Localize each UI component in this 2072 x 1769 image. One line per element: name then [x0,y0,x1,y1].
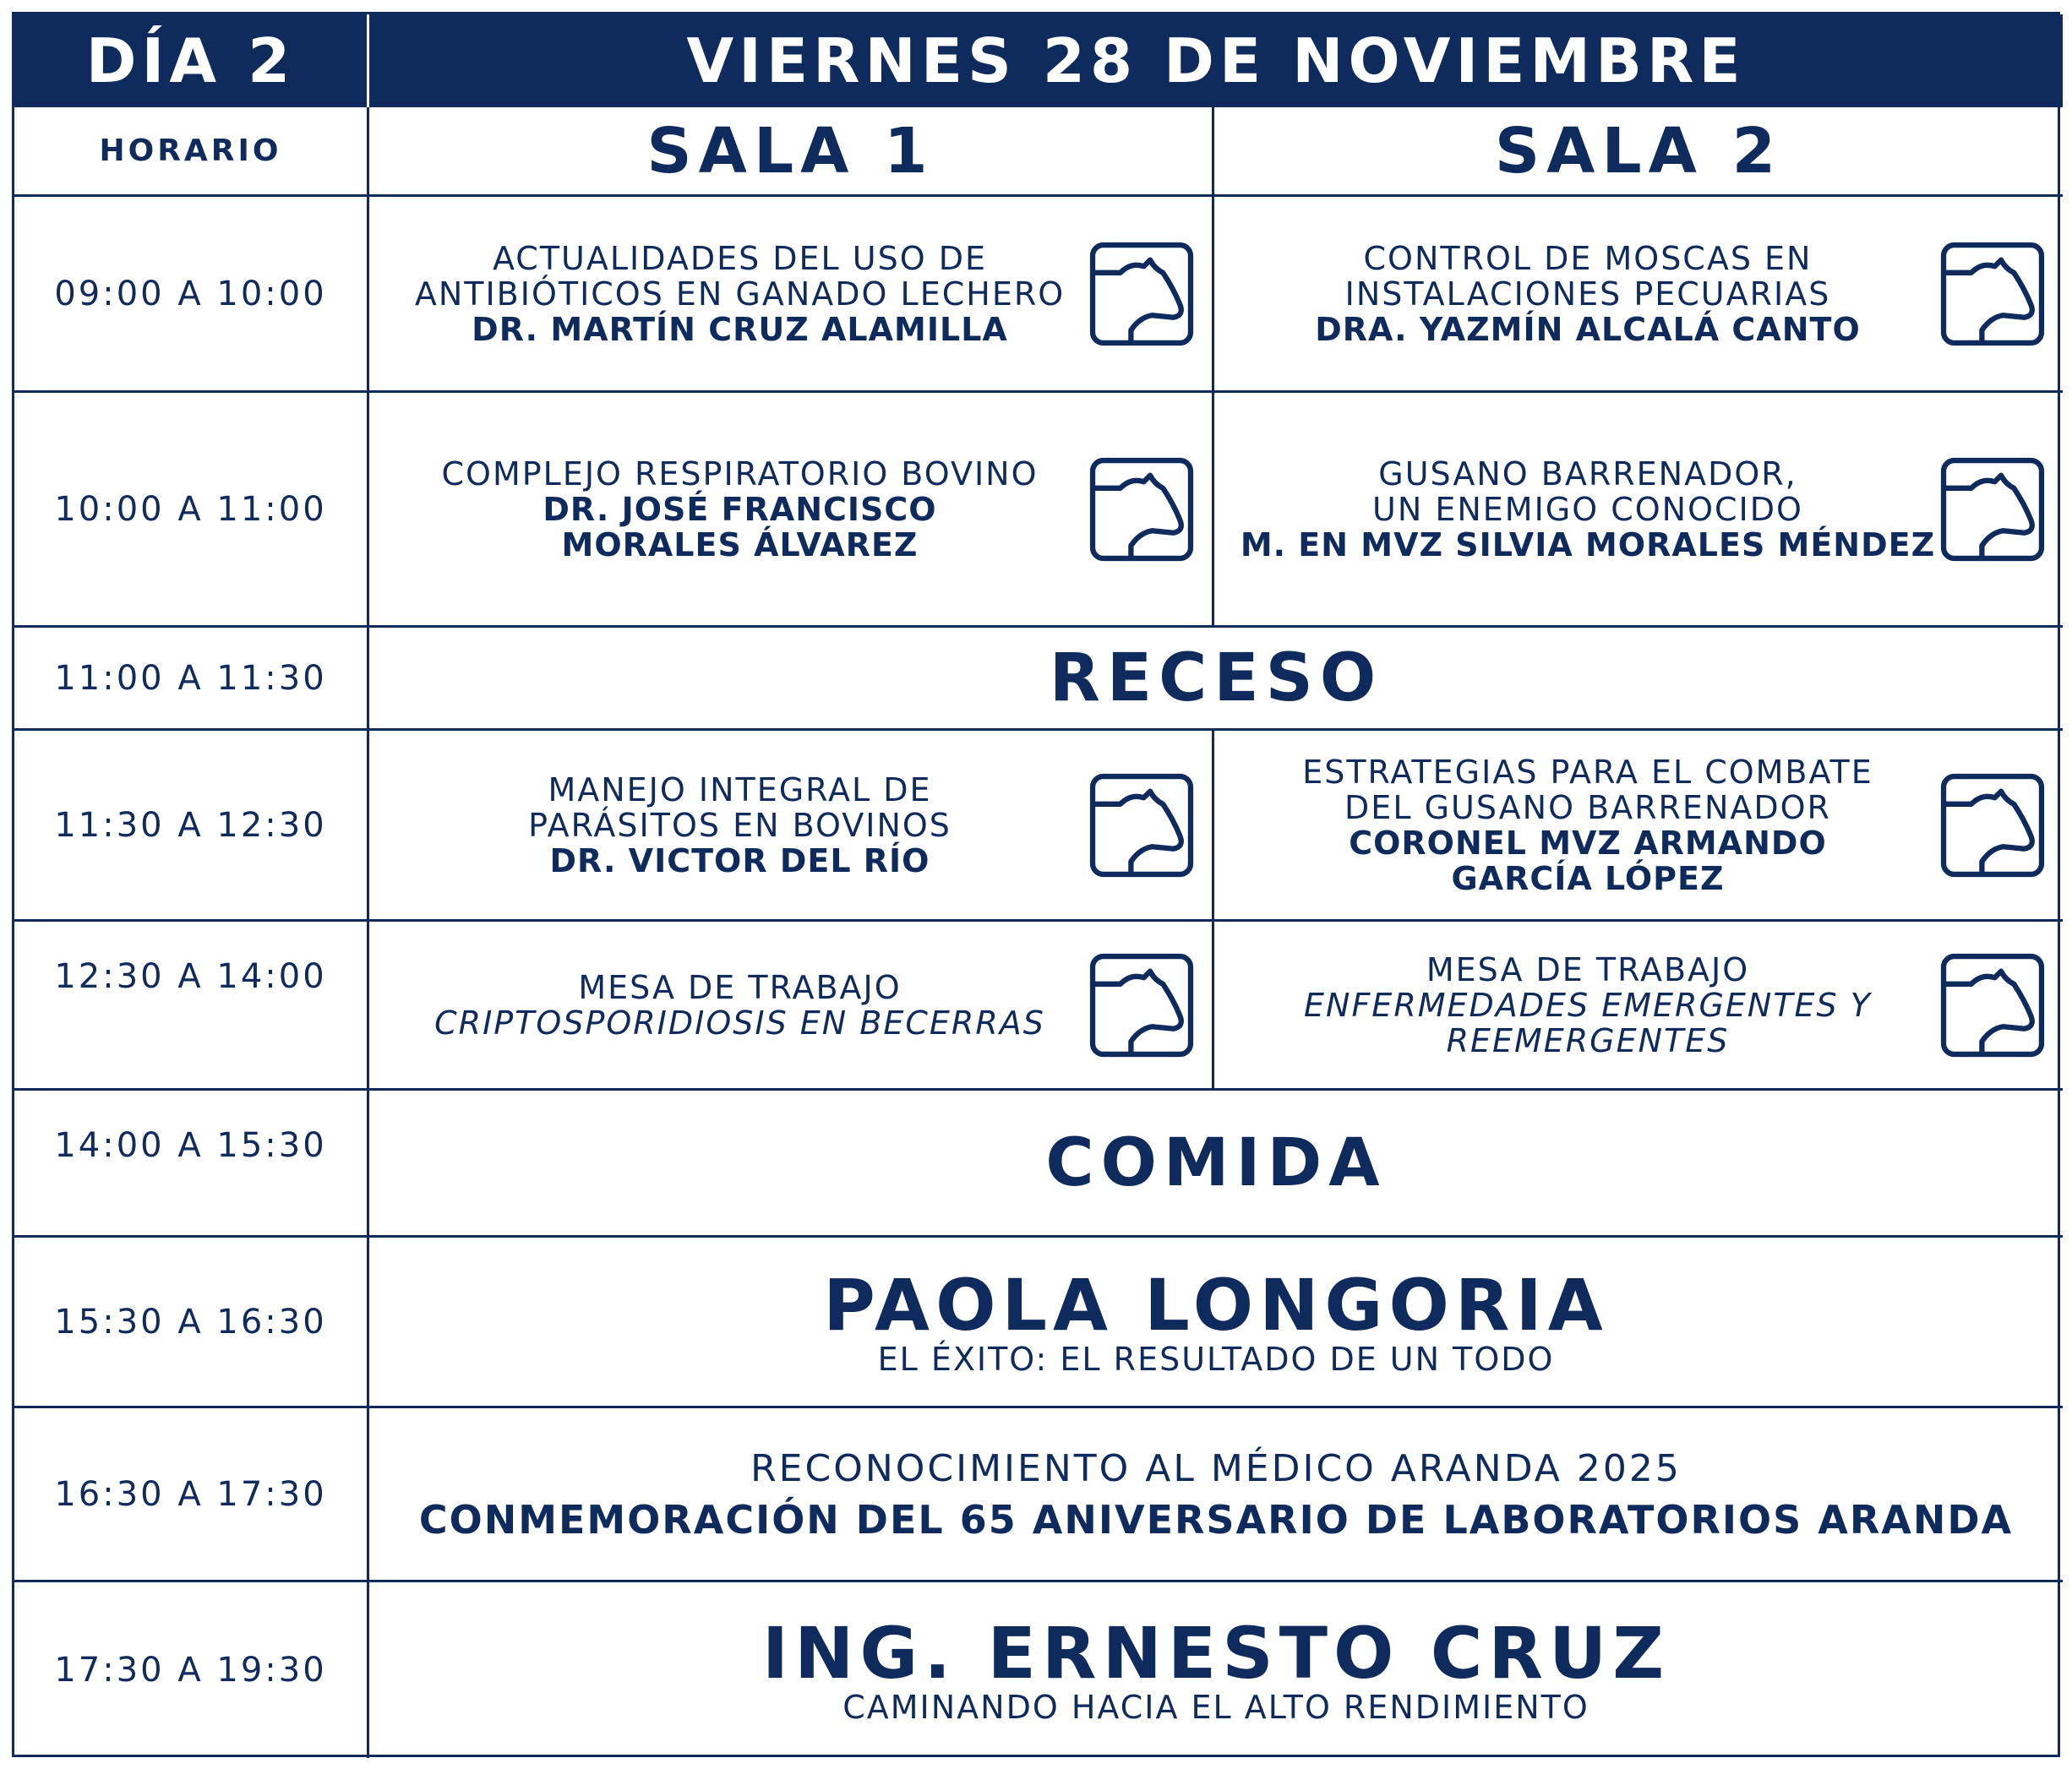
time-slot: 09:00 A 10:00 [14,197,369,393]
time-slot: 16:30 A 17:30 [14,1408,369,1582]
cow-head-icon [1088,772,1195,879]
session-title: ACTUALIDADES DEL USO DE [492,239,988,277]
schedule-table [12,12,2060,1757]
session-sala1 [369,393,1214,628]
recognition-title: RECONOCIMIENTO AL MÉDICO ARANDA 2025 [750,1446,1682,1490]
talk-subtitle: CAMINANDO HACIA EL ALTO RENDIMIENTO [842,1689,1589,1726]
session-speaker: MORALES ÁLVAREZ [561,525,919,563]
anniversary-title: CONMEMORACIÓN DEL 65 ANIVERSARIO DE LABORATORIOS ARANDA [418,1496,2014,1543]
session-title: ANTIBIÓTICOS EN GANADO LECHERO [414,275,1066,313]
time-slot: 11:00 A 11:30 [14,628,369,731]
horario-header: HORARIO [14,107,369,197]
session-title: MANEJO INTEGRAL DE [548,770,932,808]
cow-head-icon [1939,772,2046,879]
cow-head-icon [1088,952,1195,1059]
session-sala2 [1214,393,2063,628]
session-speaker: M. EN MVZ SILVIA MORALES MÉNDEZ [1240,525,1936,563]
session-speaker: DR. VICTOR DEL RÍO [549,841,930,879]
session-speaker: DRA. YAZMÍN ALCALÁ CANTO [1315,310,1861,348]
time-slot: 14:00 A 15:30 [14,1091,369,1238]
session-sala2 [1214,922,2063,1091]
session-title: ESTRATEGIAS PARA EL COMBATE [1302,753,1873,791]
session-title: DEL GUSANO BARRENADOR [1344,788,1831,826]
session-title: GUSANO BARRENADOR, [1378,454,1797,493]
time-slot: 17:30 A 19:30 [14,1582,369,1758]
time-slot: 10:00 A 11:00 [14,393,369,628]
session-sala1 [369,197,1214,393]
session-title: INSTALACIONES PECUARIAS [1344,275,1831,313]
meal-label: COMIDA [369,1091,2063,1238]
session-title: MESA DE TRABAJO [578,968,902,1006]
session-speaker: DR. MARTÍN CRUZ ALAMILLA [472,310,1008,348]
time-slot: 11:30 A 12:30 [14,731,369,922]
time-slot: 15:30 A 16:30 [14,1238,369,1408]
speaker-name: PAOLA LONGORIA [823,1263,1609,1347]
session-title: UN ENEMIGO CONOCIDO [1372,490,1803,528]
session-sala1 [369,922,1214,1091]
session-title: COMPLEJO RESPIRATORIO BOVINO [441,454,1039,493]
session-speaker: GARCÍA LÓPEZ [1451,859,1725,897]
keynote-ernesto [369,1582,2063,1758]
cow-head-icon [1088,456,1195,563]
session-sala2 [1214,197,2063,393]
recognition-block [369,1408,2063,1582]
speaker-name: ING. ERNESTO CRUZ [761,1612,1671,1695]
sala2-header: SALA 2 [1214,107,2063,197]
cow-head-icon [1939,952,2046,1059]
sala1-header: SALA 1 [369,107,1214,197]
session-title: PARÁSITOS EN BOVINOS [528,806,951,844]
time-slot: 12:30 A 14:00 [14,922,369,1091]
session-sala2 [1214,731,2063,922]
session-speaker: CORONEL MVZ ARMANDO [1349,824,1827,862]
cow-head-icon [1088,241,1195,347]
session-sala1 [369,731,1214,922]
session-topic: ENFERMEDADES EMERGENTES Y [1304,986,1872,1024]
day-header: DÍA 2 [14,14,369,107]
cow-head-icon [1939,456,2046,563]
cow-head-icon [1939,241,2046,347]
break-label: RECESO [369,628,2063,731]
session-title: MESA DE TRABAJO [1426,950,1750,988]
session-speaker: DR. JOSÉ FRANCISCO [543,490,937,528]
keynote-paola [369,1238,2063,1408]
session-title: CONTROL DE MOSCAS EN [1363,239,1813,277]
talk-subtitle: EL ÉXITO: EL RESULTADO DE UN TODO [877,1340,1555,1378]
date-header: VIERNES 28 DE NOVIEMBRE [369,14,2063,107]
session-topic: REEMERGENTES [1446,1021,1730,1059]
session-topic: CRIPTOSPORIDIOSIS EN BECERRAS [434,1004,1045,1042]
